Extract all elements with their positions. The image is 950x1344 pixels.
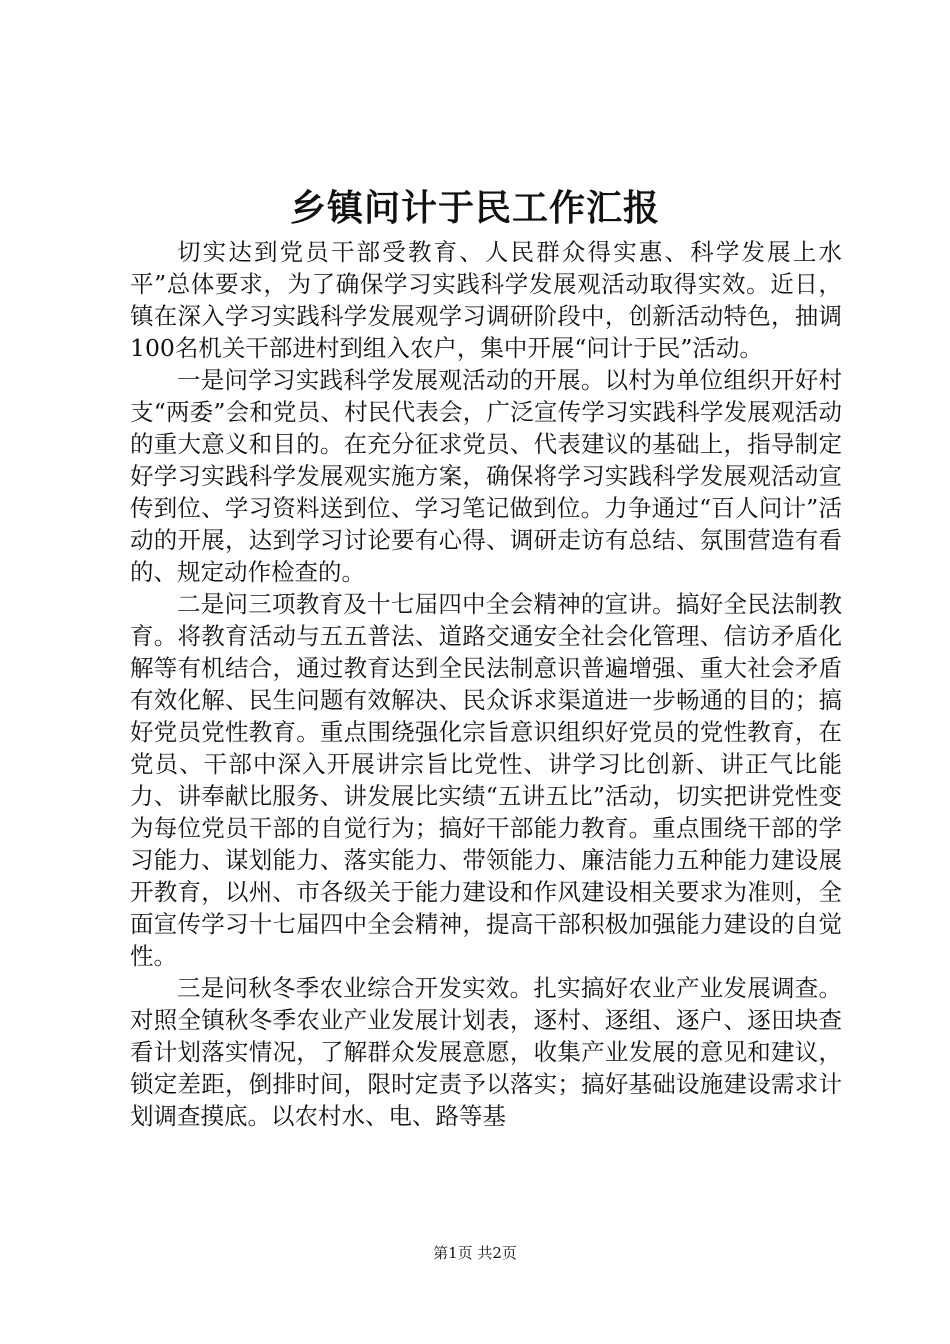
paragraph-two: 二是问三项教育及十七届四中全会精神的宣讲。搞好全民法制教育。将教育活动与五五普法、道路交通安全社会化管理、信访矛盾化解等有机结合，通过教育达到全民法制意识普遍增强、重大社会矛盾有效化解、民生问题有效解决、民众诉求渠道进一步畅通的目的；搞好党员党性教育。重点围绕强化宗旨意识组织好党员的党性教育，在党员、干部中深入开展讲宗旨比党性、讲学习比创新、讲正气比能力、讲奉献比服务、讲发展比实绩“五讲五比”活动，切实把讲党性变为每位党员干部的自觉行为；搞好干部能力教育。重点围绕干部的学习能力、谋划能力、落实能力、带领能力、廉洁能力五种能力建设展开教育，以州、市各级关于能力建设和作风建设相关要求为准则，全面宣传学习十七届四中全会精神，提高干部积极加强能力建设的自觉性。 [130, 590, 842, 970]
document-body [130, 236, 842, 1132]
paragraph-one: 一是问学习实践科学发展观活动的开展。以村为单位组织开好村支“两委”会和党员、村民代表会，广泛宣传学习实践科学发展观活动的重大意义和目的。在充分征求党员、代表建议的基础上，指导制定好学习实践科学发展观实施方案，确保将学习实践科学发展观活动宣传到位、学习资料送到位、学习笔记做到位。力争通过“百人问计”活动的开展，达到学习讨论要有心得、调研走访有总结、氛围营造有看的、规定动作检查的。 [130, 366, 842, 586]
document-title: 乡镇问计于民工作汇报 [289, 187, 660, 229]
page-footer: 第1页 共2页 [433, 1244, 517, 1262]
paragraph-intro: 切实达到党员干部受教育、人民群众得实惠、科学发展上水平”总体要求，为了确保学习实践科学发展观活动取得实效。近日，镇在深入学习实践科学发展观学习调研阶段中，创新活动特色，抽调100名机关干部进村到组入农户，集中开展“问计于民”活动。 [130, 238, 842, 362]
paragraph-three: 三是问秋冬季农业综合开发实效。扎实搞好农业产业发展调查。对照全镇秋冬季农业产业发展计划表，逐村、逐组、逐户、逐田块查看计划落实情况，了解群众发展意愿，收集产业发展的意见和建议，锁定差距，倒排时间，限时定责予以落实；搞好基础设施建设需求计划调查摸底。以农村水、电、路等基 [130, 974, 842, 1130]
